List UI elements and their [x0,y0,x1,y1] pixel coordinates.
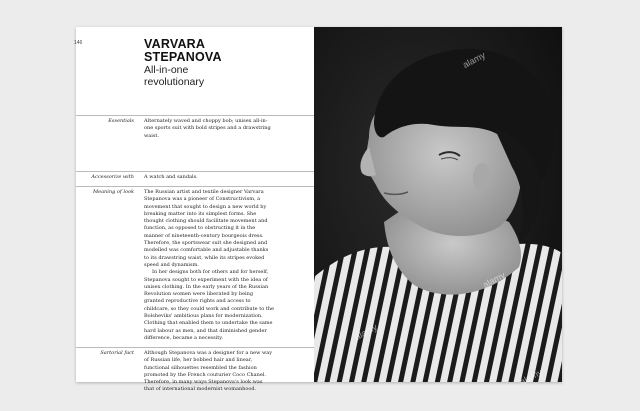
row-text [144,118,274,140]
title-line-2: STEPANOVA [144,50,222,64]
row-accessorize [76,171,314,187]
left-page [74,27,314,393]
portrait-photo [314,27,562,388]
row-label: Sartorial fact [100,350,134,356]
watermark: alamy [518,366,544,388]
row-label: Meaning of look [93,189,134,195]
row-sartorial-fact [76,347,314,398]
watermark: alamy [461,49,487,71]
page-number: 146 [74,40,83,46]
portrait-illustration [314,27,562,382]
watermark: alamy [481,269,507,291]
row-text [144,350,274,394]
row-paragraph: In her designs both for others and for herself, Stepanova sought to experiment with the idea of unisex clothing. In the early years of the Russian Revolution women were liberated by being granted reproductive rights and access to childcare, so they could work and contribute to the Bolsheviks' ambitious plans for modernization. Clothing that enabled them to undertake the same hard labour as men, and that diminished gender difference, became a necessity. [144,269,275,341]
page-subtitle [144,65,312,88]
row-text [144,174,274,181]
row-paragraph: A watch and sandals. [144,174,198,180]
row-meaning-of-look [76,186,314,347]
subtitle-line-1: All-in-one [144,64,189,76]
row-paragraph: The Russian artist and textile designer Varvara Stepanova was a pioneer of Constructivism, a movement that sought to design a new world by breaking matter into its simplest forms. She thought clothing should facilitate movement and function, as opposed to obstructing it in the manner of nineteenth-century bourgeois dress. Therefore, the sportswear suit she designed and modelled was comfortable and adjustable thanks to its drawstring waist, while its stripes evoked speed and dynamism. [144,189,269,268]
watermark: alamy [353,321,379,343]
book-spread [74,27,562,393]
row-essentials [76,115,314,156]
row-paragraph: Alternately waved and choppy bob; unisex all-in-one sports suit with bold stripes and a drawstring waist. [144,118,271,139]
row-text [144,189,274,342]
title-line-1: VARVARA [144,37,206,51]
page-title [144,38,312,64]
row-label: Essentials [108,118,134,124]
row-label: Accessorize with [91,174,134,180]
subtitle-line-2: revolutionary [144,75,205,88]
row-paragraph: Although Stepanova was a designer for a new way of Russian life, her bobbed hair and linear, functional silhouettes resembled the fashion promoted by the French couturier Coco Chanel. Therefore, in many ways Stepanova's look was that of international modernist womanhood. [144,350,273,393]
